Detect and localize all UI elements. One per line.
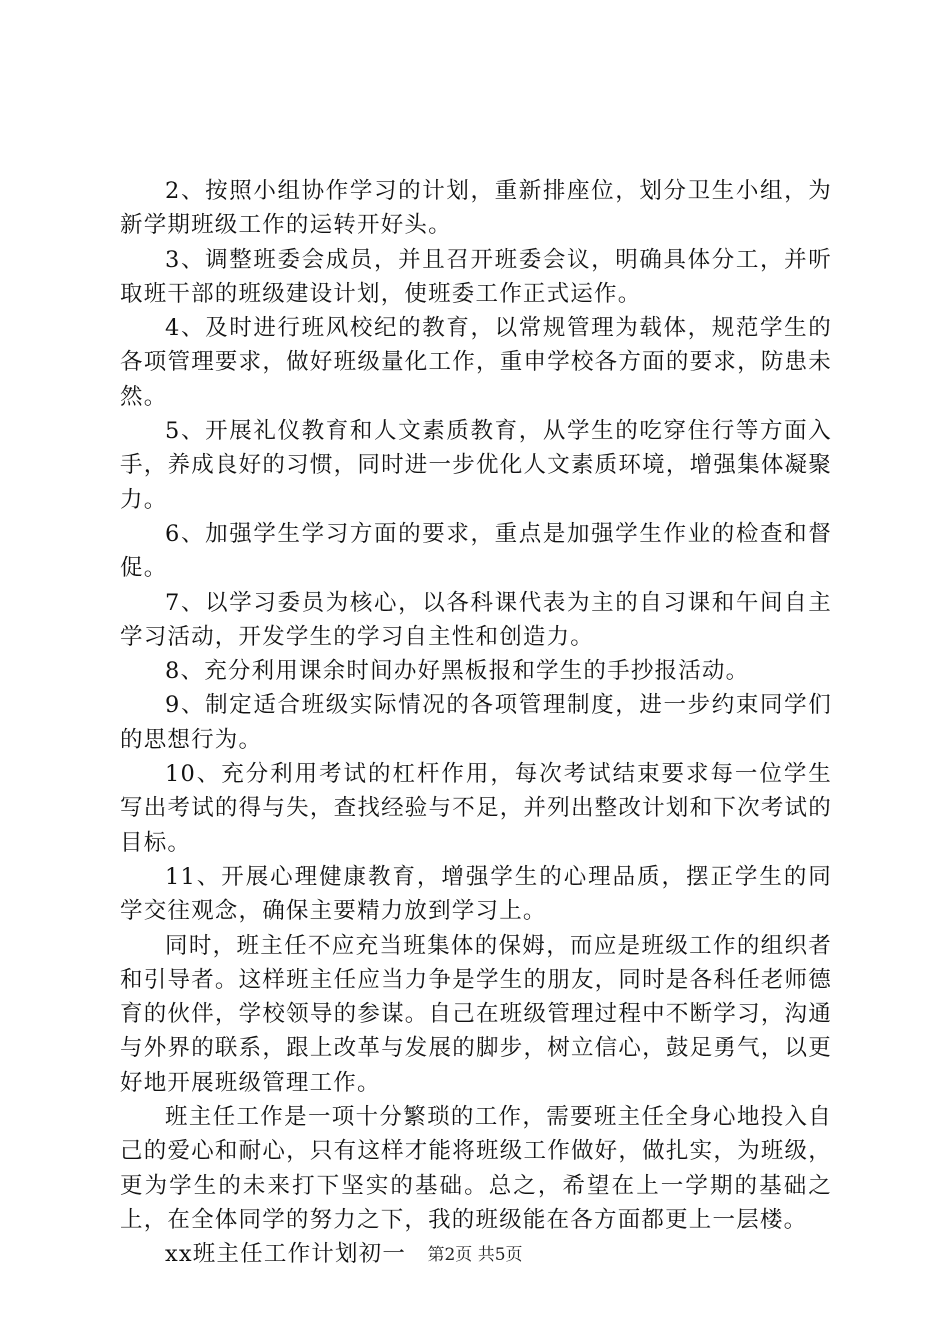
- paragraph-item-11: 11、开展心理健康教育，增强学生的心理品质，摆正学生的同学交往观念，确保主要精力放到学习上。: [120, 863, 832, 925]
- paragraph-conclusion: 班主任工作是一项十分繁琐的工作，需要班主任全身心地投入自己的爱心和耐心，只有这样才能将班级工作做好，做扎实，为班级，更为学生的未来打下坚实的基础。总之，希望在上一学期的基础之上，在全体同学的努力之下，我的班级能在各方面都更上一层楼。: [120, 1104, 832, 1233]
- paragraph-item-4: 4、及时进行班风校纪的教育，以常规管理为载体，规范学生的各项管理要求，做好班级量化工作，重申学校各方面的要求，防患未然。: [120, 315, 832, 410]
- document-body: [120, 174, 832, 1272]
- paragraph-item-8: 8、充分利用课余时间办好黑板报和学生的手抄报活动。: [165, 658, 750, 685]
- paragraph-teacher-role: 同时，班主任不应充当班集体的保姆，而应是班级工作的组织者和引导者。这样班主任应当力争是学生的朋友，同时是各科任老师德育的伙伴，学校领导的参谋。自己在班级管理过程中不断学习，沟通与外界的联系，跟上改革与发展的脚步，树立信心，鼓足勇气，以更好地开展班级管理工作。: [120, 932, 832, 1096]
- paragraph-item-7: 7、以学习委员为核心，以各科课代表为主的自习课和午间自主学习活动，开发学生的学习自主性和创造力。: [120, 589, 832, 650]
- paragraph-item-6: 6、加强学生学习方面的要求，重点是加强学生作业的检查和督促。: [120, 520, 832, 582]
- page-number-footer: 第2页 共5页: [427, 1245, 523, 1265]
- paragraph-item-2: 2、按照小组协作学习的计划，重新排座位，划分卫生小组，为新学期班级工作的运转开好头。: [120, 178, 832, 239]
- paragraph-next-title: xx班主任工作计划初一: [165, 1241, 407, 1268]
- paragraph-item-9: 9、制定适合班级实际情况的各项管理制度，进一步约束同学们的思想行为。: [120, 692, 832, 753]
- paragraph-item-3: 3、调整班委会成员，并且召开班委会议，明确具体分工，并听取班干部的班级建设计划，使班委工作正式运作。: [120, 246, 832, 307]
- paragraph-item-10: 10、充分利用考试的杠杆作用，每次考试结束要求每一位学生写出考试的得与失，查找经验与不足，并列出整改计划和下次考试的目标。: [120, 761, 832, 856]
- paragraph-item-5: 5、开展礼仪教育和人文素质教育，从学生的吃穿住行等方面入手，养成良好的习惯，同时进一步优化人文素质环境，增强集体凝聚力。: [120, 418, 832, 513]
